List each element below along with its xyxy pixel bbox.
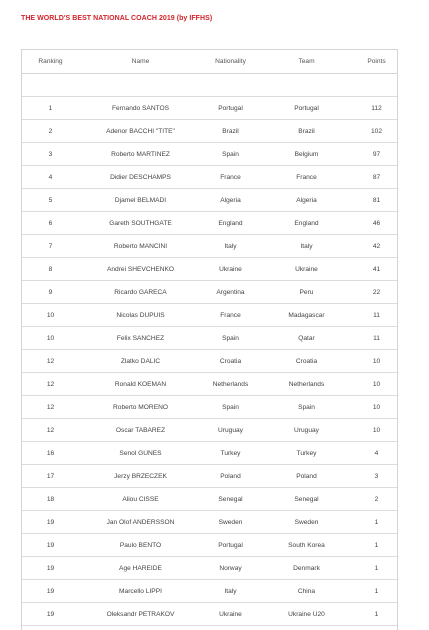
cell-team: England bbox=[259, 212, 354, 235]
cell-name: Zlatko DALIC bbox=[79, 350, 202, 373]
table-row bbox=[22, 603, 398, 626]
cell-team: Netherlands bbox=[259, 373, 354, 396]
table-row bbox=[22, 534, 398, 557]
table-row bbox=[22, 327, 398, 350]
cell-name: Ricardo GARECA bbox=[79, 281, 202, 304]
cell-team: Qatar bbox=[259, 327, 354, 350]
cell-nationality: Sweden bbox=[202, 511, 259, 534]
table-header-row bbox=[22, 50, 398, 74]
cell-points: 46 bbox=[354, 212, 398, 235]
cell-nationality: Spain bbox=[202, 327, 259, 350]
cell-points: 1 bbox=[354, 580, 398, 603]
cell-name: Djamel BELMADI bbox=[79, 189, 202, 212]
cell-name: Fernando SANTOS bbox=[79, 97, 202, 120]
header-team: Team bbox=[259, 50, 354, 74]
table-row bbox=[22, 258, 398, 281]
cell-nationality: Senegal bbox=[202, 488, 259, 511]
cell-nationality: Portugal bbox=[202, 97, 259, 120]
table-row bbox=[22, 166, 398, 189]
cell-name: Oleksandr PETRAKOV bbox=[79, 603, 202, 626]
cell-team: South Korea bbox=[259, 534, 354, 557]
table-body bbox=[22, 74, 398, 626]
cell-nationality: Italy bbox=[202, 235, 259, 258]
cell-team: Uruguay bbox=[259, 419, 354, 442]
cell-points: 42 bbox=[354, 235, 398, 258]
table-row bbox=[22, 120, 398, 143]
cell-ranking: 19 bbox=[22, 511, 79, 534]
cell-name: Didier DESCHAMPS bbox=[79, 166, 202, 189]
cell-name: Adenor BACCHI "TITE" bbox=[79, 120, 202, 143]
table-row bbox=[22, 419, 398, 442]
cell-nationality: Ukraine bbox=[202, 258, 259, 281]
cell-nationality: England bbox=[202, 212, 259, 235]
cell-points: 97 bbox=[354, 143, 398, 166]
cell-nationality: France bbox=[202, 304, 259, 327]
cell-team: Spain bbox=[259, 396, 354, 419]
cell-team: China bbox=[259, 580, 354, 603]
header-name: Name bbox=[79, 50, 202, 74]
cell-points: 10 bbox=[354, 350, 398, 373]
cell-team: Senegal bbox=[259, 488, 354, 511]
cell-name: Oscar TABAREZ bbox=[79, 419, 202, 442]
cell-nationality: Argentina bbox=[202, 281, 259, 304]
ranking-table-container bbox=[21, 49, 398, 630]
cell-points: 22 bbox=[354, 281, 398, 304]
cell-nationality: Croatia bbox=[202, 350, 259, 373]
cell-nationality: Netherlands bbox=[202, 373, 259, 396]
cell-name: Andrei SHEVCHENKO bbox=[79, 258, 202, 281]
cell-points: 1 bbox=[354, 511, 398, 534]
cell-team: Algeria bbox=[259, 189, 354, 212]
cell-points: 1 bbox=[354, 534, 398, 557]
cell-ranking: 10 bbox=[22, 304, 79, 327]
cell-points: 11 bbox=[354, 304, 398, 327]
cell-ranking: 5 bbox=[22, 189, 79, 212]
cell-team: Poland bbox=[259, 465, 354, 488]
cell-points: 3 bbox=[354, 465, 398, 488]
cell-team: Sweden bbox=[259, 511, 354, 534]
empty-row bbox=[22, 74, 398, 97]
page-title: THE WORLD'S BEST NATIONAL COACH 2019 (by IFFHS) bbox=[21, 15, 213, 22]
cell-ranking: 12 bbox=[22, 396, 79, 419]
cell-ranking: 7 bbox=[22, 235, 79, 258]
cell-team: Turkey bbox=[259, 442, 354, 465]
cell-ranking: 18 bbox=[22, 488, 79, 511]
cell-points: 1 bbox=[354, 603, 398, 626]
table-row bbox=[22, 143, 398, 166]
cell-nationality: Spain bbox=[202, 396, 259, 419]
cell-ranking: 1 bbox=[22, 97, 79, 120]
cell-points: 112 bbox=[354, 97, 398, 120]
table-row bbox=[22, 235, 398, 258]
cell-name: Roberto MANCINI bbox=[79, 235, 202, 258]
table-row bbox=[22, 465, 398, 488]
table-row bbox=[22, 189, 398, 212]
table-row bbox=[22, 511, 398, 534]
cell-points: 2 bbox=[354, 488, 398, 511]
cell-team: Ukraine bbox=[259, 258, 354, 281]
table-row bbox=[22, 488, 398, 511]
table-row bbox=[22, 373, 398, 396]
cell-points: 87 bbox=[354, 166, 398, 189]
cell-name: Aliou CISSE bbox=[79, 488, 202, 511]
cell-team: Belgium bbox=[259, 143, 354, 166]
cell-team: France bbox=[259, 166, 354, 189]
cell-team: Ukraine U20 bbox=[259, 603, 354, 626]
cell-nationality: Ukraine bbox=[202, 603, 259, 626]
table-row bbox=[22, 396, 398, 419]
cell-team: Portugal bbox=[259, 97, 354, 120]
cell-ranking: 12 bbox=[22, 419, 79, 442]
header-points: Points bbox=[354, 50, 398, 74]
cell-team: Brazil bbox=[259, 120, 354, 143]
table-row bbox=[22, 212, 398, 235]
cell-ranking: 3 bbox=[22, 143, 79, 166]
cell-name: Jan Olof ANDERSSON bbox=[79, 511, 202, 534]
cell-ranking: 12 bbox=[22, 373, 79, 396]
cell-nationality: Uruguay bbox=[202, 419, 259, 442]
cell-ranking: 10 bbox=[22, 327, 79, 350]
cell-name: Jerzy BRZECZEK bbox=[79, 465, 202, 488]
cell-nationality: France bbox=[202, 166, 259, 189]
cell-points: 10 bbox=[354, 419, 398, 442]
cell-name: Roberto MORENO bbox=[79, 396, 202, 419]
cell-ranking: 19 bbox=[22, 603, 79, 626]
cell-name: Senol GUNES bbox=[79, 442, 202, 465]
table-row bbox=[22, 350, 398, 373]
cell-ranking: 17 bbox=[22, 465, 79, 488]
cell-ranking: 8 bbox=[22, 258, 79, 281]
cell-ranking: 2 bbox=[22, 120, 79, 143]
cell-team: Madagascar bbox=[259, 304, 354, 327]
cell-nationality: Spain bbox=[202, 143, 259, 166]
cell-ranking: 19 bbox=[22, 580, 79, 603]
cell-name: Nicolas DUPUIS bbox=[79, 304, 202, 327]
cell-points: 11 bbox=[354, 327, 398, 350]
table-row bbox=[22, 557, 398, 580]
table-row bbox=[22, 580, 398, 603]
cell-nationality: Italy bbox=[202, 580, 259, 603]
cell-points: 1 bbox=[354, 557, 398, 580]
cell-points: 102 bbox=[354, 120, 398, 143]
cell-name: Ronald KOEMAN bbox=[79, 373, 202, 396]
header-nationality: Nationality bbox=[202, 50, 259, 74]
cell-ranking: 19 bbox=[22, 557, 79, 580]
cell-ranking: 6 bbox=[22, 212, 79, 235]
cell-name: Gareth SOUTHGATE bbox=[79, 212, 202, 235]
table-row bbox=[22, 442, 398, 465]
table-row bbox=[22, 281, 398, 304]
cell-ranking: 12 bbox=[22, 350, 79, 373]
cell-ranking: 4 bbox=[22, 166, 79, 189]
cell-name: Age HAREIDE bbox=[79, 557, 202, 580]
cell-team: Denmark bbox=[259, 557, 354, 580]
cell-name: Roberto MARTINEZ bbox=[79, 143, 202, 166]
cell-points: 41 bbox=[354, 258, 398, 281]
cell-points: 10 bbox=[354, 373, 398, 396]
cell-nationality: Poland bbox=[202, 465, 259, 488]
cell-team: Croatia bbox=[259, 350, 354, 373]
cell-name: Paulo BENTO bbox=[79, 534, 202, 557]
cell-ranking: 9 bbox=[22, 281, 79, 304]
cell-points: 10 bbox=[354, 396, 398, 419]
cell-nationality: Brazil bbox=[202, 120, 259, 143]
cell-points: 4 bbox=[354, 442, 398, 465]
cell-name: Felix SANCHEZ bbox=[79, 327, 202, 350]
header-ranking: Ranking bbox=[22, 50, 79, 74]
table-row bbox=[22, 97, 398, 120]
cell-nationality: Norway bbox=[202, 557, 259, 580]
cell-team: Peru bbox=[259, 281, 354, 304]
cell-nationality: Portugal bbox=[202, 534, 259, 557]
cell-nationality: Turkey bbox=[202, 442, 259, 465]
cell-ranking: 16 bbox=[22, 442, 79, 465]
cell-ranking: 19 bbox=[22, 534, 79, 557]
table-row bbox=[22, 304, 398, 327]
cell-name: Marcello LIPPI bbox=[79, 580, 202, 603]
ranking-table bbox=[22, 50, 398, 626]
cell-nationality: Algeria bbox=[202, 189, 259, 212]
cell-team: Italy bbox=[259, 235, 354, 258]
cell-points: 81 bbox=[354, 189, 398, 212]
